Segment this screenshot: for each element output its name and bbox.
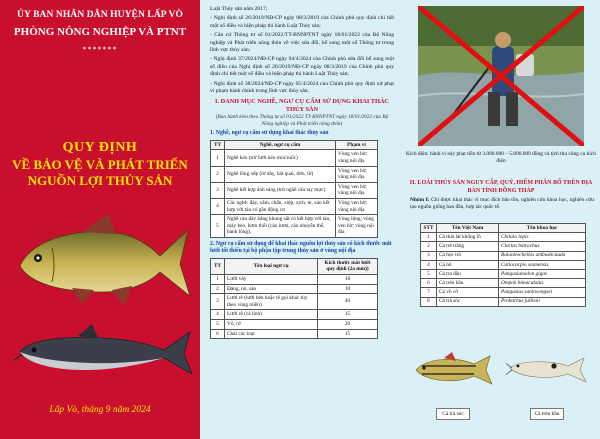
species-scientific: Catlocarpio siamensis: [499, 260, 586, 269]
species-scientific: Probarbus jullieni: [499, 297, 586, 306]
row-number: 6: [211, 329, 225, 339]
row-number: 2: [211, 166, 225, 182]
intro-line: - Nghị định số 26/2019/NĐ-CP ngày 08/3/2019 của Chính phủ quy định chi tiết một số điều và biện pháp thi hành Luật Thủy sản;: [210, 15, 394, 29]
species-scientific: Ompok bimaculatus: [499, 279, 586, 288]
department-name: PHÒNG NÔNG NGHIỆP VÀ PTNT: [13, 26, 187, 38]
species-vn: Cá vồ cờ: [437, 288, 499, 297]
species-vn: Cá trê trắng: [437, 242, 499, 251]
row-number: 5: [211, 215, 225, 238]
species-table: [420, 223, 586, 307]
gear-scope: Vùng ven bờ; vùng nội địa: [336, 150, 378, 166]
row-number: 2: [421, 242, 437, 251]
table-row: [421, 269, 586, 278]
species-scientific: Balantiocheilos ambusticauda: [499, 251, 586, 260]
mesh-size-table: [210, 258, 378, 339]
mesh-size: 15: [318, 329, 378, 339]
species-panel: [400, 0, 600, 439]
species-vn: Cá học trò: [437, 251, 499, 260]
gear-name: Nghề kéo (trừ lưới kéo moi/ruốc): [225, 150, 336, 166]
table-header: TT: [211, 258, 225, 274]
table-row: [211, 275, 378, 285]
species-scientific: Chitala lopis: [499, 233, 586, 242]
table-header: Tên loại ngư cụ: [225, 258, 318, 274]
table-row: [421, 297, 586, 306]
section-1-subtitle: (Ban hành kèm theo Thông tư số 01/2022 TT-BNNPTNT ngày 18/01/2022 của Bộ Nông nghiệp và Phát triển nông thôn): [215, 114, 389, 128]
table-row: [211, 166, 378, 182]
table-header: Nghề, ngư cụ cấm: [225, 140, 336, 150]
species-scientific: Clarias batrachus: [499, 242, 586, 251]
gear-scope: Vùng ven bờ; vùng nội địa: [336, 166, 378, 182]
gear-name: Đăng, nò, sáo: [225, 284, 318, 294]
table-row: [211, 199, 378, 215]
table-header: Tên khoa học: [499, 224, 586, 233]
fish-caption-tra-soc: Cá trà sóc: [436, 408, 470, 420]
org-name: ỦY BAN NHÂN DÂN HUYỆN LẤP VÒ: [17, 10, 183, 20]
mesh-size: 40: [318, 294, 378, 310]
row-number: 2: [211, 284, 225, 294]
row-number: 4: [211, 310, 225, 320]
gear-name: Lưới rê (cá linh): [225, 310, 318, 320]
electric-fishing-photo: [418, 6, 584, 146]
title-line-2: [0, 157, 200, 189]
gear-scope: Vùng lộng; vùng ven bờ; vùng nội địa: [336, 215, 378, 238]
catfish-illustration: [14, 318, 194, 382]
regulations-panel: [200, 0, 400, 439]
photo-caption: Kích điện: hành vi này phạt tiền từ 3.000.000 – 5.000.000 đồng và tịch thu công cụ kích điện: [406, 151, 596, 164]
table-row: [211, 182, 378, 198]
title-line-2b: NGUỒN LỢI THỦY SẢN: [27, 173, 173, 188]
group-label: Nhóm I:: [410, 197, 430, 203]
section-1-heading: I. DANH MỤC NGHỀ, NGƯ CỤ CẤM SỬ DỤNG KHAI THÁC THỦY SẢN: [215, 98, 389, 114]
row-number: 1: [211, 275, 225, 285]
table-row: [421, 288, 586, 297]
title-line-1: QUY ĐỊNH: [62, 140, 138, 155]
table-row: [421, 279, 586, 288]
intro-line: - Nghị định 37/2024/NĐ-CP ngày 04/4/2024 của Chính phủ sửa đổi bổ sung một số điều của Nghị định số 26/2019/NĐ-CP ngày 08/3/2019 của Chính phủ quy định chi tiết một số điều và biện pháp thi hành Luật Thủy sản;: [210, 56, 394, 78]
gear-scope: Vùng ven bờ; vùng nội địa: [336, 199, 378, 215]
table-row: [211, 329, 378, 339]
row-number: 1: [421, 233, 437, 242]
mesh-size: 18: [318, 275, 378, 285]
gear-name: Các nghề: đáy, xăm, chấn, xiệp, xịch, te, xáo kết hợp với tàu có gắn động cơ: [225, 199, 336, 215]
gear-name: Lưới vây: [225, 275, 318, 285]
row-number: 4: [421, 260, 437, 269]
table-header: Phạm vi: [336, 140, 378, 150]
row-number: 3: [211, 294, 225, 310]
table-row: [421, 242, 586, 251]
row-number: 5: [421, 269, 437, 278]
ca-tren-bau-illustration: [506, 352, 588, 388]
divider-stars: *******: [82, 45, 118, 54]
row-number: 7: [421, 288, 437, 297]
row-number: 4: [211, 199, 225, 215]
table-row: [421, 233, 586, 242]
species-vn: Cá hô: [437, 260, 499, 269]
row-number: 6: [421, 279, 437, 288]
group-description: [410, 197, 594, 211]
row-number: 1: [211, 150, 225, 166]
table-row: [421, 260, 586, 269]
section-2-heading: II. LOÀI THỦY SẢN NGUY CẤP, QUÝ, HIẾM PHÂN BỐ TRÊN ĐỊA BÀN TỈNH ĐỒNG THÁP: [409, 180, 593, 194]
fish-caption-tren-bau: Cá trèn bầu: [530, 408, 564, 420]
table-row: [421, 251, 586, 260]
species-vn: Cá thát lát khổng lồ: [437, 233, 499, 242]
ca-tra-soc-illustration: [412, 352, 494, 388]
gear-name: Nghề kết hợp ánh sáng (trừ nghề câu tay mực): [225, 182, 336, 198]
gear-name: Chài các loại: [225, 329, 318, 339]
title-line-2a: VỀ BẢO VỆ VÀ PHÁT TRIỂN: [12, 157, 188, 172]
gear-name: Vó, rớ: [225, 319, 318, 329]
gear-scope: Vùng ven bờ; vùng nội địa: [336, 182, 378, 198]
mesh-size: 18: [318, 284, 378, 294]
table-2-title: 2. Ngư cụ cấm sử dụng để khai thác nguồn lợi thủy sản có kích thước mắt lưới tối thiểu tại bộ phận tập trung thủy sản ở vùng nội địa: [210, 241, 392, 255]
row-number: 3: [211, 182, 225, 198]
table-row: [211, 319, 378, 329]
table-row: [211, 310, 378, 320]
intro-line: - Nghị định số 38/2024/NĐ-CP ngày 05/4/2024 của Chính phủ quy định xử phạt vi phạm hành chính trong lĩnh vực thủy sản.: [210, 80, 394, 95]
species-scientific: Pangasius sanitwongsei: [499, 288, 586, 297]
species-vn: Cá trèn bầu: [437, 279, 499, 288]
row-number: 5: [211, 319, 225, 329]
group-text: Chỉ được khai thác vì mục đích bảo tồn, nghiên cứu khoa học, nghiên cứu tạo nguồn giống ban đầu, hợp tác quốc tế.: [410, 197, 594, 211]
species-vn: Cá tra dầu: [437, 269, 499, 278]
mesh-size: 20: [318, 319, 378, 329]
species-scientific: Pangasianodon gigas: [499, 269, 586, 278]
table-header: STT: [421, 224, 437, 233]
banned-gear-table: [210, 140, 378, 238]
gear-name: Nghề cào đáy bằng khung sắt có kết hợp với tàu, máy kéo, bơm thổi (cào lươn, cào nhuyễn thể, banh lông).: [225, 215, 336, 238]
table-row: [211, 150, 378, 166]
table-1-title: 1. Nghề, ngư cụ cấm sử dụng khai thác thủy sản: [210, 130, 329, 137]
intro-line: - Căn cứ Thông tư số 01/2022/TT-BNNPTNT ngày 18/01/2022 của Bộ Nông nghiệp và Phát triển nông thôn về việc sửa đổi, bổ sung một số Thông tư trong lĩnh vực thủy sản;: [210, 32, 394, 54]
table-row: [211, 284, 378, 294]
table-row: [211, 215, 378, 238]
row-number: 8: [421, 297, 437, 306]
species-vn: Cá trà sóc: [437, 297, 499, 306]
table-header: Kích thước mắt lưới quy định (2a mm)): [318, 258, 378, 274]
row-number: 3: [421, 251, 437, 260]
publication-date: Lấp Vò, tháng 9 năm 2024: [49, 405, 151, 415]
gear-name: Nghề lồng xếp (lờ dây, bát quái, dớn, lừ): [225, 166, 336, 182]
table-header: Tên Việt Nam: [437, 224, 499, 233]
intro-line: Luật Thủy sản năm 2017;: [210, 6, 268, 12]
table-row: [211, 294, 378, 310]
mesh-size: 15: [318, 310, 378, 320]
gear-name: Lưới rê (lưới bén hoặc tê gọi khác tùy theo vùng miền): [225, 294, 318, 310]
cover-panel: [0, 0, 200, 439]
golden-fish-illustration: [12, 208, 192, 308]
table-header: TT: [211, 140, 225, 150]
